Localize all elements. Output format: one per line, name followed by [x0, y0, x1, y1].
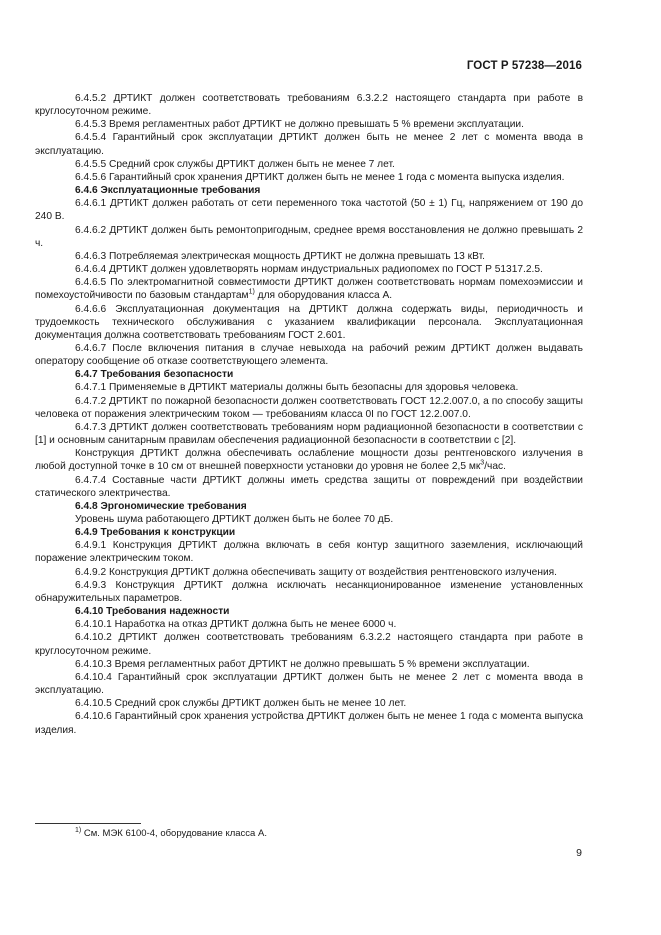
paragraph-text: 6.4.5.4 Гарантийный срок эксплуатации ДРТИКТ должен быть не менее 2 лет с момента ввода в эксплуатацию. — [35, 132, 583, 157]
document-header: ГОСТ Р 57238—2016 — [466, 60, 582, 72]
paragraph — [35, 697, 583, 710]
paragraph-text-continued: для оборудования класса А. — [254, 290, 393, 302]
paragraph-text: 6.4.10.1 Наработка на отказ ДРТИКТ должна быть не менее 6000 ч. — [75, 619, 397, 631]
paragraph — [35, 474, 583, 500]
section-heading — [35, 526, 583, 539]
paragraph-text: 6.4.6.1 ДРТИКТ должен работать от сети переменного тока частотой (50 ± 1) Гц, напряжением от 190 до 240 В. — [35, 198, 583, 223]
paragraph — [35, 395, 583, 421]
page-number: 9 — [576, 847, 582, 859]
paragraph-text: 6.4.5.5 Средний срок службы ДРТИКТ должен быть не менее 7 лет. — [75, 158, 395, 170]
paragraph — [35, 513, 583, 526]
footnote-text: См. МЭК 6100-4, оборудование класса А. — [81, 828, 267, 839]
paragraph — [35, 658, 583, 671]
paragraph-text: 6.4.8 Эргономические требования — [75, 500, 247, 512]
paragraph-text: 6.4.10 Требования надежности — [75, 606, 230, 618]
paragraph-text: 6.4.6.6 Эксплуатационная документация на ДРТИКТ должна содержать виды, периодичность и трудоемкость технического обслуживания с указанием квалификации персонала. Эксплуатационная документация должна соответствовать требованиям ГОСТ 2.601. — [35, 303, 583, 341]
paragraph — [35, 566, 583, 579]
document-body — [35, 92, 583, 737]
paragraph — [35, 342, 583, 368]
paragraph — [35, 131, 583, 157]
paragraph-text-continued: /час. — [484, 461, 506, 473]
section-heading — [35, 184, 583, 197]
paragraph-text: 6.4.9.3 Конструкция ДРТИКТ должна исключать несанкционированное изменение установленных обнаружительных параметров. — [35, 579, 583, 604]
paragraph-text: 6.4.7.2 ДРТИКТ по пожарной безопасности должен соответствовать ГОСТ 12.2.007.0, а по способу защиты человека от поражения электрическим током — требованиям класса 0I по ГОСТ 12.2.007.0. — [35, 395, 583, 420]
paragraph — [35, 197, 583, 223]
superscript: 3 — [480, 459, 485, 467]
paragraph — [35, 618, 583, 631]
section-heading — [35, 605, 583, 618]
paragraph-text: 6.4.10.5 Средний срок службы ДРТИКТ должен быть не менее 10 лет. — [75, 698, 407, 710]
paragraph-text: Конструкция ДРТИКТ должна обеспечивать ослабление мощности дозы рентгеновского излучения в любой доступной точке в 10 см от внешней поверхности установки до уровня не более 2,5 мк — [35, 448, 583, 473]
footnote-divider — [35, 823, 141, 824]
paragraph — [35, 171, 583, 184]
paragraph — [35, 631, 583, 657]
paragraph — [35, 421, 583, 447]
paragraph — [35, 710, 583, 736]
paragraph-text: 6.4.5.2 ДРТИКТ должен соответствовать требованиям 6.3.2.2 настоящего стандарта при работе в круглосуточном режиме. — [35, 93, 583, 118]
paragraph-text: 6.4.6.5 По электромагнитной совместимости ДРТИКТ должен соответствовать нормам помехоэмиссии и помехоустойчивости по базовым стандартам — [35, 277, 583, 302]
paragraph — [35, 539, 583, 565]
paragraph-text: 6.4.6 Эксплуатационные требования — [75, 185, 261, 197]
paragraph-text: 6.4.7.1 Применяемые в ДРТИКТ материалы должны быть безопасны для здоровья человека. — [75, 382, 519, 394]
paragraph — [35, 92, 583, 118]
paragraph-text: 6.4.7 Требования безопасности — [75, 369, 234, 381]
paragraph-text: Уровень шума работающего ДРТИКТ должен быть не более 70 дБ. — [75, 514, 394, 525]
superscript: 1) — [248, 288, 255, 296]
paragraph — [35, 276, 583, 302]
paragraph — [35, 447, 583, 473]
paragraph-text: 6.4.9.1 Конструкция ДРТИКТ должна включать в себя контур защитного заземления, исключающий поражение электрическим током. — [35, 540, 583, 565]
paragraph — [35, 671, 583, 697]
section-heading — [35, 368, 583, 381]
paragraph-text: 6.4.10.2 ДРТИКТ должен соответствовать требованиям 6.3.2.2 настоящего стандарта при работе в круглосуточном режиме. — [35, 632, 583, 657]
footnote-mark: 1) — [75, 826, 82, 834]
paragraph-text: 6.4.9 Требования к конструкции — [75, 527, 236, 539]
paragraph — [35, 303, 583, 342]
paragraph-text: 6.4.9.2 Конструкция ДРТИКТ должна обеспечивать защиту от воздействия рентгеновского излучения. — [75, 566, 557, 578]
footnote — [75, 828, 267, 839]
section-heading — [35, 500, 583, 513]
paragraph — [35, 118, 583, 131]
paragraph — [35, 158, 583, 171]
paragraph — [35, 579, 583, 605]
paragraph-text: 6.4.6.7 После включения питания в случае невыхода на рабочий режим ДРТИКТ должен выдавать оператору сообщение об отказе соответствующего элемента. — [35, 342, 583, 368]
paragraph-text: 6.4.10.4 Гарантийный срок эксплуатации ДРТИКТ должен быть не менее 2 лет с момента ввода в эксплуатацию. — [35, 671, 583, 697]
paragraph-text: 6.4.7.3 ДРТИКТ должен соответствовать требованиям норм радиационной безопасности в соответствии с [1] и основным санитарным правилам обеспечения радиационной безопасности в соответствии с [2]. — [35, 421, 583, 447]
paragraph-text: 6.4.10.3 Время регламентных работ ДРТИКТ не должно превышать 5 % времени эксплуатации. — [75, 658, 530, 670]
paragraph — [35, 250, 583, 263]
paragraph-text: 6.4.6.2 ДРТИКТ должен быть ремонтопригодным, среднее время восстановления не должно превышать 2 ч. — [35, 224, 583, 249]
paragraph-text: 6.4.7.4 Составные части ДРТИКТ должны иметь средства защиты от повреждений при воздействии статического электричества. — [35, 474, 583, 499]
paragraph — [35, 224, 583, 250]
paragraph — [35, 381, 583, 394]
paragraph-text: 6.4.6.4 ДРТИКТ должен удовлетворять нормам индустриальных радиопомех по ГОСТ Р 51317.2.5. — [75, 264, 543, 276]
paragraph-text: 6.4.10.6 Гарантийный срок хранения устройства ДРТИКТ должен быть не менее 1 года с момента выпуска изделия. — [35, 711, 583, 736]
paragraph-text: 6.4.5.3 Время регламентных работ ДРТИКТ не должно превышать 5 % времени эксплуатации. — [75, 119, 524, 131]
paragraph-text: 6.4.6.3 Потребляемая электрическая мощность ДРТИКТ не должна превышать 13 кВт. — [75, 250, 485, 262]
paragraph — [35, 263, 583, 276]
paragraph-text: 6.4.5.6 Гарантийный срок хранения ДРТИКТ должен быть не менее 1 года с момента выпуска изделия. — [75, 171, 565, 183]
